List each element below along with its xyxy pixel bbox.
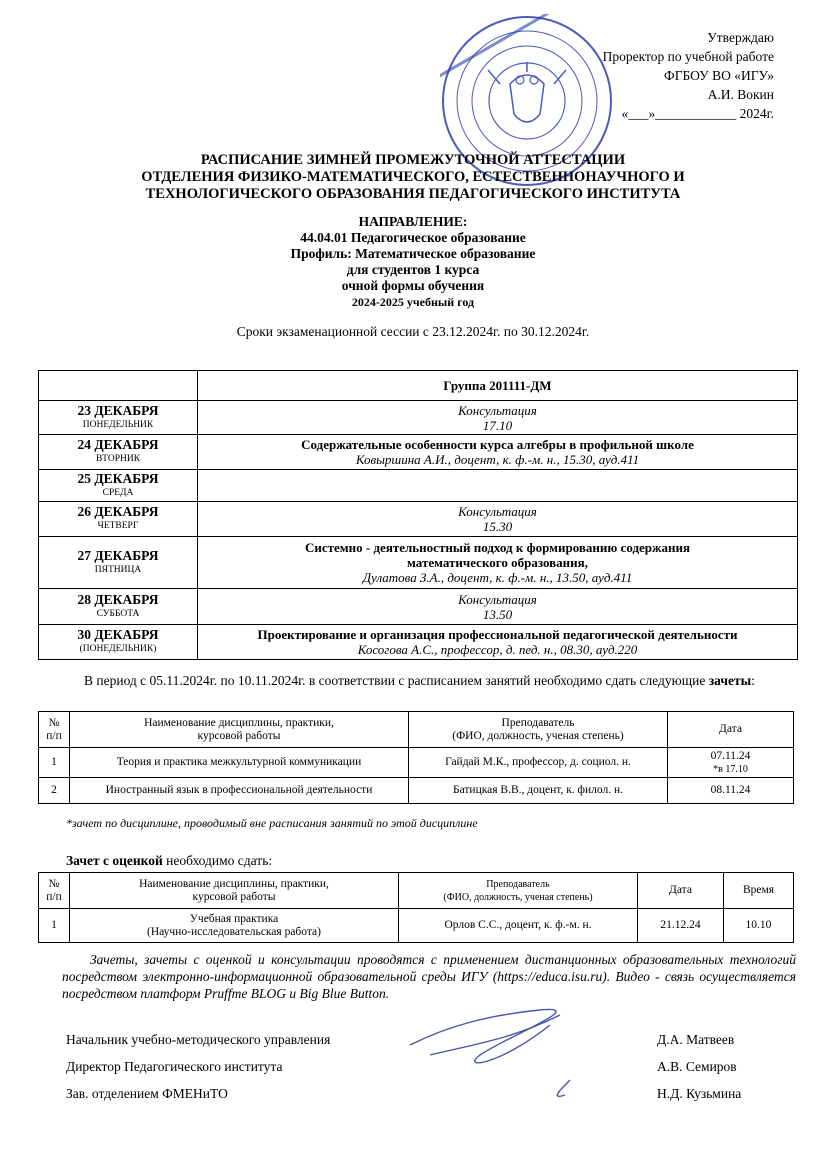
event-title: Проектирование и организация профессиональной педагогической деятельности — [257, 627, 738, 642]
remote-learning-note: Зачеты, зачеты с оценкой и консультации проводятся с применением дистанционных образовательных технологий посредством электронно-информационной образовательной среды ИГУ (https://educa.isu.ru). Видео - связь осуществляется посредством платформ Pruffme BLOG и Big Blue Button. — [62, 952, 796, 1001]
table-row: 1 Учебная практика (Научно-исследовательская работа) Орлов С.С., доцент, к. ф.-м. н. 21.12.24 10.10 — [39, 909, 794, 943]
signer-role: Директор Педагогического института — [66, 1059, 283, 1074]
day-date: 23 ДЕКАБРЯ — [77, 402, 159, 418]
day-weekday: СУББОТА — [96, 608, 140, 619]
schedule-row — [39, 401, 798, 435]
signer-name: А.В. Семиров — [657, 1059, 737, 1074]
signer-role: Зав. отделением ФМЕНиТО — [66, 1086, 228, 1101]
event-time: 17.10 — [482, 417, 513, 433]
title-line-3: ТЕХНОЛОГИЧЕСКОГО ОБРАЗОВАНИЯ ПЕДАГОГИЧЕСКОГО ИНСТИТУТА — [145, 186, 681, 202]
academic-year: 2024-2025 учебный год — [351, 295, 475, 309]
table-row: 1 Теория и практика межкультурной коммуникации Гайдай М.К., профессор, д. социол. н. 07.11.24 *в 17.10 — [39, 748, 794, 778]
signer-role: Начальник учебно-методического управления — [66, 1032, 331, 1047]
day-weekday: СРЕДА — [102, 487, 134, 498]
direction-block — [0, 214, 826, 310]
event-detail: Ковыршина А.И., доцент, к. ф.-м. н., 15.30, ауд.411 — [355, 452, 640, 467]
approval-org: ФГБОУ ВО «ИГУ» — [664, 68, 774, 83]
credits-footnote: *зачет по дисциплине, проводимый вне расписания занятий по этой дисциплине — [66, 816, 478, 830]
schedule-row — [39, 435, 798, 470]
day-date: 26 ДЕКАБРЯ — [77, 504, 159, 519]
credits-intro: В период с 05.11.2024г. по 10.11.2024г. в соответствии с расписанием занятий необходимо сдать следующие зачеты: — [84, 673, 755, 688]
day-date: 24 ДЕКАБРЯ — [77, 437, 159, 452]
event-detail: Консультация — [458, 591, 537, 607]
approval-heading: Утверждаю — [707, 30, 774, 45]
day-weekday: ПЯТНИЦА — [94, 564, 142, 575]
credits-header-row: № п/п Наименование дисциплины, практики, курсовой работы Преподаватель (ФИО, должность, ученая степень) Дата — [39, 712, 794, 748]
schedule-row — [39, 537, 798, 589]
schedule-table — [38, 370, 798, 660]
event-time: 15.30 — [482, 519, 513, 534]
day-date: 30 ДЕКАБРЯ — [77, 627, 159, 642]
empty-corner-cell — [39, 371, 198, 401]
schedule-row — [39, 589, 798, 625]
day-weekday: ПОНЕДЕЛЬНИК — [82, 419, 154, 430]
col-teacher: Преподаватель — [501, 716, 575, 729]
approval-position: Проректор по учебной работе — [602, 49, 774, 64]
approval-block — [590, 28, 774, 123]
graded-header-row: № п/п Наименование дисциплины, практики, курсовой работы Преподаватель (ФИО, должность, ученая степень) Дата Время — [39, 873, 794, 909]
event-detail: Дулатова З.А., доцент, к. ф.-м. н., 13.50, ауд.411 — [362, 570, 633, 585]
day-date: 28 ДЕКАБРЯ — [77, 591, 159, 607]
approval-date: «___»____________ 2024г. — [621, 106, 774, 121]
document-title — [0, 152, 826, 203]
direction-code: 44.04.01 Педагогическое образование — [300, 230, 526, 245]
approval-name: А.И. Вокин — [707, 87, 774, 102]
credits-table — [38, 711, 794, 804]
col-discipline: Наименование дисциплины, практики, — [144, 716, 334, 729]
event-title: Системно - деятельностный подход к формированию содержания математического образования, — [305, 540, 690, 570]
event-detail: Консультация — [458, 504, 537, 519]
schedule-header-row — [39, 371, 798, 401]
students-course: для студентов 1 курса — [346, 262, 480, 277]
signer-name: Д.А. Матвеев — [657, 1032, 735, 1047]
event-detail: Консультация — [458, 402, 537, 418]
direction-label: НАПРАВЛЕНИЕ: — [358, 214, 468, 229]
day-weekday: ВТОРНИК — [95, 454, 141, 464]
graded-intro: Зачет с оценкой необходимо сдать: — [66, 853, 273, 868]
group-header: Группа 201111-ДМ — [198, 371, 798, 401]
title-line-2: ОТДЕЛЕНИЯ ФИЗИКО-МАТЕМАТИЧЕСКОГО, ЕСТЕСТВЕННОНАУЧНОГО И — [141, 169, 685, 185]
schedule-row — [39, 502, 798, 537]
signer-name: Н.Д. Кузьмина — [657, 1086, 742, 1101]
col-num: № п/п — [39, 712, 70, 748]
day-date: 27 ДЕКАБРЯ — [77, 547, 159, 563]
day-weekday: (ПОНЕДЕЛЬНИК) — [79, 644, 157, 654]
handwritten-signature-icon — [390, 985, 620, 1105]
study-form: очной формы обучения — [341, 278, 485, 293]
col-date: Дата — [668, 712, 794, 748]
profile: Профиль: Математическое образование — [290, 246, 536, 261]
title-line-1: РАСПИСАНИЕ ЗИМНЕЙ ПРОМЕЖУТОЧНОЙ АТТЕСТАЦИИ — [200, 152, 626, 168]
session-dates: Сроки экзаменационной сессии с 23.12.2024г. по 30.12.2024г. — [236, 324, 590, 339]
schedule-row — [39, 625, 798, 660]
schedule-row — [39, 470, 798, 502]
table-row: 2 Иностранный язык в профессиональной деятельности Батицкая В.В., доцент, к. филол. н. 08.11.24 — [39, 778, 794, 804]
event-detail: Косогова А.С., профессор, д. пед. н., 08.30, ауд.220 — [357, 642, 638, 657]
graded-table — [38, 872, 794, 943]
day-date: 25 ДЕКАБРЯ — [77, 470, 159, 486]
day-weekday: ЧЕТВЕРГ — [97, 521, 139, 531]
event-time: 13.50 — [482, 606, 513, 622]
event-title: Содержательные особенности курса алгебры в профильной школе — [301, 437, 694, 452]
